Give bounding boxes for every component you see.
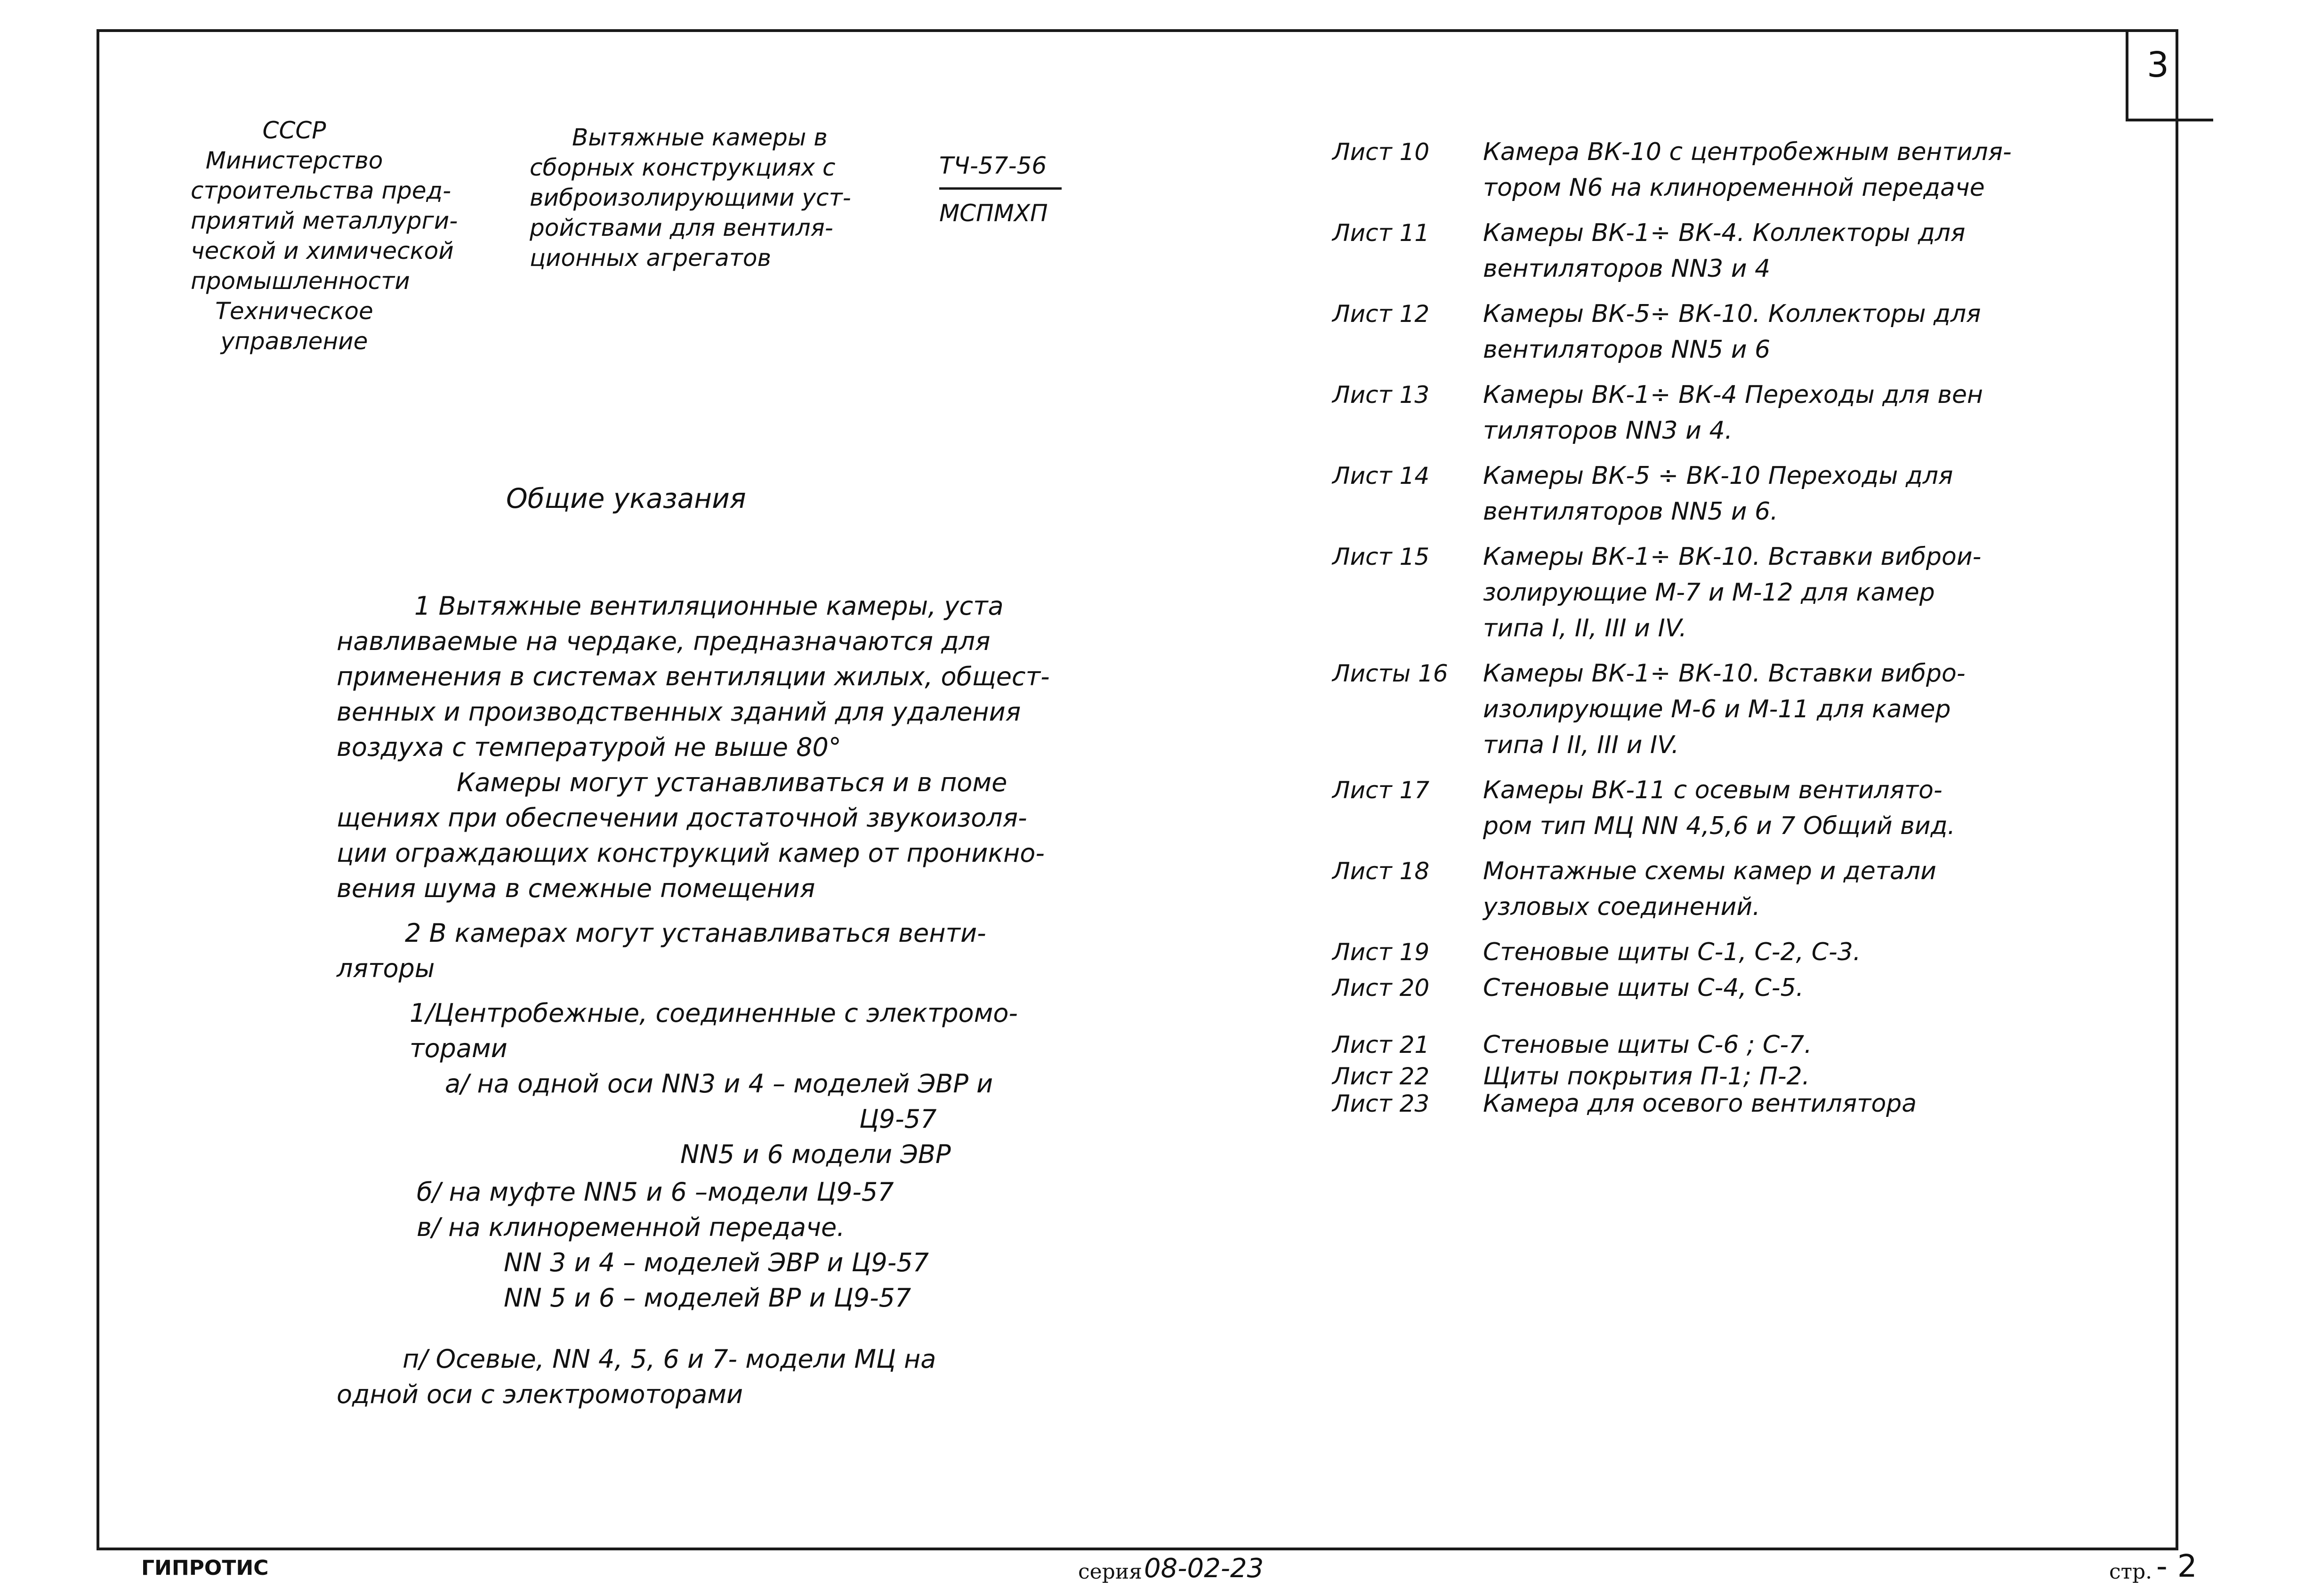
title-line: Вытяжные камеры в — [572, 124, 828, 151]
sheet-description — [1483, 296, 1981, 368]
sheet-description-line: Камеры ВК-11 с осевым вентилято- — [1483, 776, 1942, 804]
list-item — [1332, 934, 2170, 970]
org-line: строительства пред- — [191, 177, 451, 204]
paragraph-1 — [337, 588, 1050, 906]
code-divider — [939, 187, 1062, 190]
footer-series-value: 08-02-23 — [1144, 1553, 1264, 1584]
sheet-number-label: Лист 13 — [1332, 381, 1430, 409]
sheet-number-label: Лист 17 — [1332, 777, 1430, 804]
footer-organization: ГИПРОТИС — [141, 1556, 269, 1580]
item-line: а/ на одной оси NN3 и 4 – моделей ЭВР и — [445, 1069, 993, 1099]
sheet-description-line: Камера ВК-10 с центробежным вентиля- — [1483, 138, 2012, 166]
sheet-description-line: вентиляторов NN3 и 4 — [1483, 255, 1771, 283]
sheet-description-line: вентиляторов NN5 и 6 — [1483, 336, 1771, 364]
organization-block — [191, 115, 458, 356]
sheet-description-line: Камеры ВК-1÷ ВК-10. Вставки виброи- — [1483, 543, 1982, 571]
sheet-description-line: изолирующие М-6 и М-11 для камер — [1483, 695, 1951, 723]
sheet-description — [1483, 215, 1965, 287]
item-line: одной оси с электромоторами — [337, 1379, 743, 1409]
sheet-description — [1483, 970, 1804, 1006]
item-line: 1/Центробежные, соединенные с электромо- — [410, 998, 1018, 1028]
paragraph-line: ции ограждающих конструкций камер от проникно- — [337, 838, 1045, 868]
paragraph-line: навливаемые на чердаке, предназначаются для — [337, 626, 991, 656]
item-line: п/ Осевые, NN 4, 5, 6 и 7- модели МЦ на — [403, 1344, 936, 1374]
sheet-description-line: Щиты покрытия П-1; П-2. — [1483, 1062, 1810, 1091]
org-line: ческой и химической — [191, 237, 454, 265]
code-top: ТЧ-57-56 — [939, 152, 1047, 179]
sheet-number-label: Лист 10 — [1332, 138, 1430, 166]
sheet-number-label: Лист 18 — [1332, 858, 1430, 885]
list-item — [1332, 853, 2170, 925]
code-bottom: МСПМХП — [939, 200, 1048, 227]
org-line: Министерство — [205, 147, 383, 174]
list-item — [1332, 656, 2170, 763]
sheet-description-line: тором N6 на клиноременной передаче — [1483, 174, 1985, 202]
sheet-number: 3 — [2147, 45, 2169, 85]
list-item — [1332, 1027, 2170, 1063]
sheet-description — [1483, 934, 1861, 970]
list-item — [1332, 1090, 2170, 1117]
item-line: NN 3 и 4 – моделей ЭВР и Ц9-57 — [504, 1248, 929, 1277]
list-item — [1332, 134, 2170, 206]
org-line: управление — [220, 328, 368, 355]
paragraph-line: ляторы — [337, 954, 435, 983]
sheet-description-line: Камеры ВК-5 ÷ ВК-10 Переходы для — [1483, 462, 1953, 490]
sheet-description — [1483, 1063, 1810, 1090]
sheet-number-label: Лист 14 — [1332, 462, 1430, 489]
document-title — [530, 122, 851, 273]
sheet-description-line: типа I II, III и IV. — [1483, 731, 1679, 759]
list-item — [1332, 296, 2170, 368]
title-line: ройствами для вентиля- — [530, 214, 833, 241]
sheet-number-label: Лист 22 — [1332, 1063, 1430, 1090]
sheet-description-line: Камеры ВК-1÷ ВК-4. Коллекторы для — [1483, 219, 1966, 247]
list-item — [1332, 539, 2170, 646]
sheet-number-label: Листы 16 — [1332, 660, 1448, 687]
org-line: Техническое — [215, 297, 373, 325]
sheet-description-line: Камеры ВК-1÷ ВК-10. Вставки вибро- — [1483, 659, 1966, 688]
item-line: в/ на клиноременной передаче. — [417, 1212, 845, 1242]
sheet-number-box — [2126, 29, 2213, 121]
sheet-list — [1332, 134, 2170, 1117]
sheet-number-label: Лист 15 — [1332, 543, 1430, 570]
document-code — [939, 151, 1062, 228]
sheet-description-line: Монтажные схемы камер и детали — [1483, 857, 1936, 885]
paragraph-2 — [337, 915, 986, 986]
item-a — [445, 1066, 993, 1172]
paragraph-line: 2 В камерах могут устанавливаться венти- — [405, 918, 986, 948]
sheet-number-label: Лист 12 — [1332, 300, 1430, 328]
item-line: Ц9-57 — [859, 1104, 937, 1134]
sheet-description-line: Камера для осевого вентилятора — [1483, 1090, 1917, 1118]
title-line: сборных конструкциях с — [530, 154, 836, 181]
sheet-description — [1483, 1027, 1812, 1063]
sheet-description-line: Стеновые щиты С-6 ; С-7. — [1483, 1031, 1812, 1059]
paragraph-line: венных и производственных зданий для удаления — [337, 697, 1021, 727]
list-item — [1332, 772, 2170, 844]
sheet-number-label: Лист 11 — [1332, 219, 1430, 247]
section-title: Общие указания — [506, 482, 746, 514]
footer-page-label: стр. — [2109, 1560, 2152, 1584]
title-line: виброизолирующими уст- — [530, 184, 851, 211]
item-line: б/ на муфте NN5 и 6 –модели Ц9-57 — [417, 1177, 894, 1207]
sheet-number-label: Лист 23 — [1332, 1090, 1430, 1117]
item-1 — [410, 995, 1018, 1066]
sheet-description — [1483, 656, 1966, 763]
sheet-description-line: типа I, II, III и IV. — [1483, 614, 1687, 642]
footer-series-label: серия — [1078, 1560, 1142, 1584]
sheet-number-label: Лист 20 — [1332, 974, 1430, 1002]
sheet-description — [1483, 458, 1953, 529]
sheet-number-label: Лист 19 — [1332, 938, 1430, 966]
list-item — [1332, 377, 2170, 449]
paragraph-line: 1 Вытяжные вентиляционные камеры, уста — [414, 591, 1004, 621]
sheet-description-line: ром тип МЦ NN 4,5,6 и 7 Общий вид. — [1483, 812, 1956, 840]
sheet-description-line: вентиляторов NN5 и 6. — [1483, 497, 1778, 526]
sheet-description-line: золирующие М-7 и М-12 для камер — [1483, 578, 1935, 607]
sheet-description — [1483, 772, 1955, 844]
title-line: ционных агрегатов — [530, 244, 771, 272]
sheet-description — [1483, 539, 1981, 646]
paragraph-line: применения в системах вентиляции жилых, общест- — [337, 662, 1050, 691]
list-item — [1332, 458, 2170, 529]
sheet-description-line: узловых соединений. — [1483, 893, 1760, 921]
org-line: СССР — [262, 117, 326, 144]
list-item — [1332, 1063, 2170, 1090]
sheet-description — [1483, 1090, 1917, 1117]
org-line: промышленности — [191, 267, 410, 295]
list-item — [1332, 970, 2170, 1006]
sheet-description — [1483, 134, 2012, 206]
sheet-number-label: Лист 21 — [1332, 1031, 1430, 1059]
paragraph-line: воздуха с температурой не выше 80° — [337, 732, 841, 762]
item-line: NN5 и 6 модели ЭВР — [680, 1139, 951, 1169]
sheet-description — [1483, 853, 1936, 925]
sheet-description-line: Стеновые щиты С-1, С-2, С-3. — [1483, 938, 1861, 966]
sheet-description-line: Камеры ВК-1÷ ВК-4 Переходы для вен — [1483, 381, 1983, 409]
item-2 — [337, 1341, 936, 1412]
item-line: торами — [410, 1034, 508, 1063]
footer-page-value: - 2 — [2156, 1548, 2197, 1584]
paragraph-line: вения шума в смежные помещения — [337, 874, 815, 903]
sheet-description — [1483, 377, 1983, 449]
sheet-description-line: тиляторов NN3 и 4. — [1483, 417, 1733, 445]
paragraph-line: Камеры могут устанавливаться и в поме — [457, 768, 1007, 797]
item-line: NN 5 и 6 – моделей ВР и Ц9-57 — [504, 1283, 911, 1313]
item-b — [417, 1174, 894, 1210]
item-v — [417, 1210, 929, 1315]
paragraph-line: щениях при обеспечении достаточной звукоизоля- — [337, 803, 1027, 833]
sheet-description-line: Камеры ВК-5÷ ВК-10. Коллекторы для — [1483, 300, 1981, 328]
list-item — [1332, 215, 2170, 287]
org-line: приятий металлурги- — [191, 207, 458, 234]
sheet-description-line: Стеновые щиты С-4, С-5. — [1483, 974, 1804, 1002]
